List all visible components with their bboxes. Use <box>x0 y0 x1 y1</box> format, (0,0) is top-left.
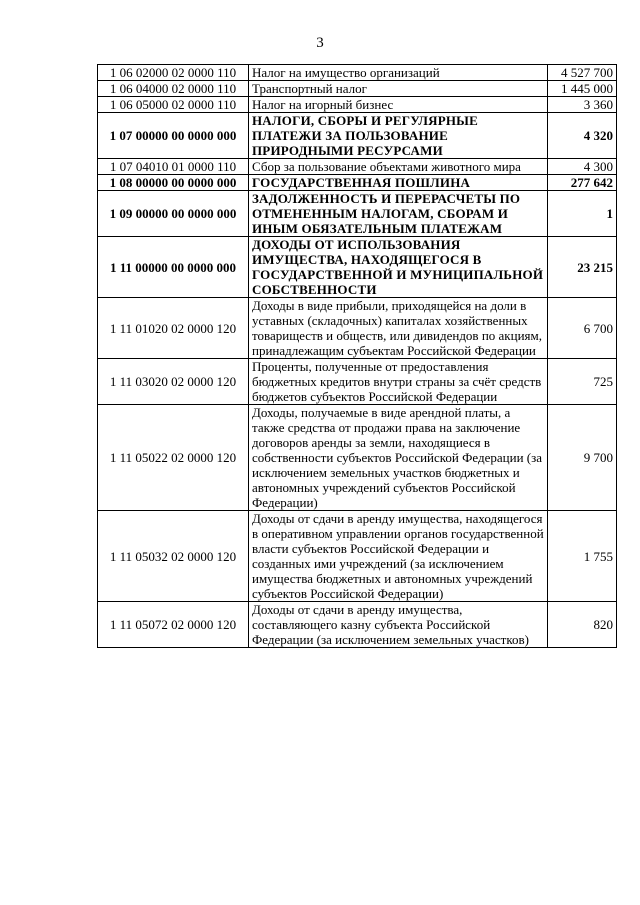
revenue-name-cell: Налог на имущество организаций <box>249 65 548 81</box>
revenue-name-cell: ДОХОДЫ ОТ ИСПОЛЬЗОВАНИЯ ИМУЩЕСТВА, НАХОДЯЩЕГОСЯ В ГОСУДАРСТВЕННОЙ И МУНИЦИПАЛЬНОЙ СОБСТВЕННОСТИ <box>249 237 548 298</box>
amount-cell: 277 642 <box>548 175 617 191</box>
revenue-name-cell: ЗАДОЛЖЕННОСТЬ И ПЕРЕРАСЧЕТЫ ПО ОТМЕНЕННЫМ НАЛОГАМ, СБОРАМ И ИНЫМ ОБЯЗАТЕЛЬНЫМ ПЛАТЕЖАМ <box>249 191 548 237</box>
revenue-name-cell: НАЛОГИ, СБОРЫ И РЕГУЛЯРНЫЕ ПЛАТЕЖИ ЗА ПОЛЬЗОВАНИЕ ПРИРОДНЫМИ РЕСУРСАМИ <box>249 113 548 159</box>
revenue-name-cell: Доходы от сдачи в аренду имущества, находящегося в оперативном управлении органов государственной власти субъектов Российской Федерации и созданных ими учреждений (за исключением имущества бюджетных и автономных учреждений субъектов Российской Федерации) <box>249 511 548 602</box>
revenue-name-cell: Доходы от сдачи в аренду имущества, составляющего казну субъекта Российской Федерации (за исключением земельных участков) <box>249 602 548 648</box>
revenue-name-cell: Доходы в виде прибыли, приходящейся на доли в уставных (складочных) капиталах хозяйственных товариществ и обществ, или дивидендов по акциям, принадлежащим субъектам Российской Федерации <box>249 298 548 359</box>
table-row <box>98 298 617 359</box>
amount-cell: 1 <box>548 191 617 237</box>
budget-code-cell: 1 11 00000 00 0000 000 <box>98 237 249 298</box>
budget-code-cell: 1 11 01020 02 0000 120 <box>98 298 249 359</box>
budget-code-cell: 1 06 02000 02 0000 110 <box>98 65 249 81</box>
budget-code-cell: 1 09 00000 00 0000 000 <box>98 191 249 237</box>
amount-cell: 3 360 <box>548 97 617 113</box>
table-row <box>98 405 617 511</box>
budget-code-cell: 1 07 04010 01 0000 110 <box>98 159 249 175</box>
table-row <box>98 191 617 237</box>
revenue-table-body <box>98 65 617 648</box>
table-row <box>98 359 617 405</box>
table-row <box>98 159 617 175</box>
table-row <box>98 511 617 602</box>
page-number: 3 <box>316 35 324 51</box>
budget-code-cell: 1 11 05022 02 0000 120 <box>98 405 249 511</box>
amount-cell: 1 445 000 <box>548 81 617 97</box>
table-row <box>98 65 617 81</box>
amount-cell: 4 300 <box>548 159 617 175</box>
amount-cell: 9 700 <box>548 405 617 511</box>
amount-cell: 820 <box>548 602 617 648</box>
budget-code-cell: 1 07 00000 00 0000 000 <box>98 113 249 159</box>
revenue-name-cell: Проценты, полученные от предоставления бюджетных кредитов внутри страны за счёт средств бюджетов субъектов Российской Федерации <box>249 359 548 405</box>
budget-code-cell: 1 06 04000 02 0000 110 <box>98 81 249 97</box>
table-row <box>98 237 617 298</box>
amount-cell: 1 755 <box>548 511 617 602</box>
budget-code-cell: 1 11 05072 02 0000 120 <box>98 602 249 648</box>
amount-cell: 725 <box>548 359 617 405</box>
revenue-table <box>97 64 617 648</box>
table-row <box>98 602 617 648</box>
budget-code-cell: 1 11 05032 02 0000 120 <box>98 511 249 602</box>
table-row <box>98 113 617 159</box>
budget-code-cell: 1 08 00000 00 0000 000 <box>98 175 249 191</box>
revenue-name-cell: Доходы, получаемые в виде арендной платы, а также средства от продажи права на заключение договоров аренды за земли, находящиеся в собственности субъектов Российской Федерации (за исключением земельных участков бюджетных и автономных учреждений субъектов Российской Федерации) <box>249 405 548 511</box>
budget-code-cell: 1 11 03020 02 0000 120 <box>98 359 249 405</box>
budget-code-cell: 1 06 05000 02 0000 110 <box>98 97 249 113</box>
revenue-name-cell: ГОСУДАРСТВЕННАЯ ПОШЛИНА <box>249 175 548 191</box>
amount-cell: 6 700 <box>548 298 617 359</box>
table-row <box>98 81 617 97</box>
revenue-name-cell: Транспортный налог <box>249 81 548 97</box>
revenue-name-cell: Налог на игорный бизнес <box>249 97 548 113</box>
table-row <box>98 175 617 191</box>
amount-cell: 4 320 <box>548 113 617 159</box>
amount-cell: 4 527 700 <box>548 65 617 81</box>
table-row <box>98 97 617 113</box>
amount-cell: 23 215 <box>548 237 617 298</box>
revenue-name-cell: Сбор за пользование объектами животного мира <box>249 159 548 175</box>
